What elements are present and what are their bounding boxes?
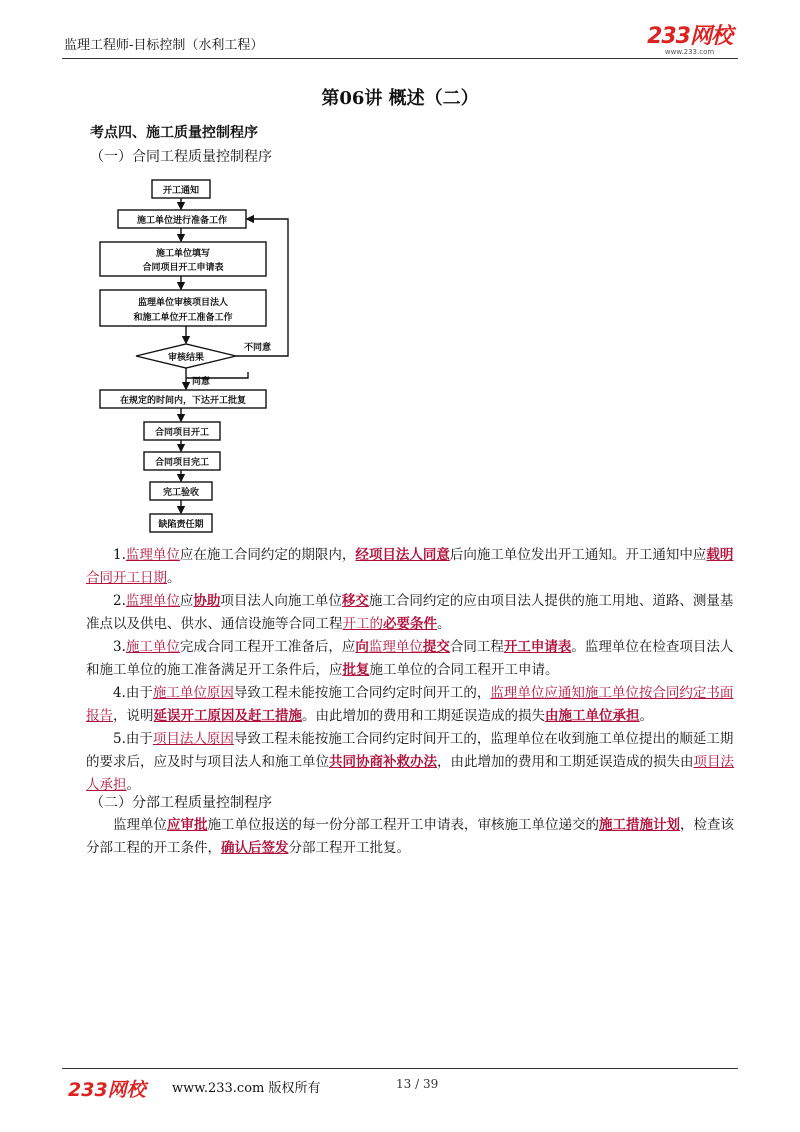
keyword: 项目法人原因 [152,731,234,747]
logo-url: www.233.com [664,48,715,56]
brand-logo [647,26,732,56]
page-footer [62,1068,738,1101]
paragraph-6: 监理单位应审批施工单位报送的每一份分部工程开工申请表，审核施工单位递交的施工措施计划，检查该分部工程的开工条件，确认后签发分部工程开工批复。 [86,817,734,856]
keyword: 协助 [193,593,221,609]
flow-text-apply-2: 合同项目开工申请表 [142,263,224,273]
keyword: 开工申请表 [503,639,572,655]
keyword: 开工的 [342,616,383,632]
keyword: 施工单位 [125,639,180,655]
flow-text-approval: 在规定的时间内，下达开工批复 [119,396,247,406]
keyword: 载明 [706,547,734,563]
keyword: 应审批 [167,817,208,833]
flow-label-disagree: 不同意 [244,343,272,353]
flow-text-acceptance: 完工验收 [162,488,200,498]
keyword: 共同协商补救办法 [329,754,437,770]
subsection-title-2: （二）分部工程质量控制程序 [90,795,272,811]
flow-text-apply-1: 施工单位填写 [155,249,211,259]
flowchart [88,172,308,540]
keyword: 提交 [422,639,450,655]
paragraph-4: 4.由于施工单位原因导致工程未能按施工合同约定时间开工的，监理单位应通知施工单位按合同约定书面报告，说明延误开工原因及赶工措施。由此增加的费用和工期延误造成的损失由施工单位承担。 [86,685,734,724]
keyword: 移交 [341,593,369,609]
flow-text-prepare: 施工单位进行准备工作 [136,216,228,226]
footer-copyright: www.233.com 版权所有 [172,1081,321,1096]
flow-text-contract-start: 合同项目开工 [154,428,210,438]
keyword: 必要条件 [383,616,437,632]
keyword: 项目法人承担 [86,754,734,793]
page-number: 13 / 39 [396,1077,439,1091]
keyword: 合同开工日期 [86,570,167,586]
keyword: 批复 [342,662,370,678]
page-header [62,24,738,59]
keyword: 延误开工原因及赶工措施 [153,708,302,724]
flow-label-agree: 同意 [192,377,211,387]
flow-text-decision: 审核结果 [167,353,205,363]
keyword: 经项目法人同意 [355,547,450,563]
document-title: 第06讲 概述（二） [321,88,479,109]
keyword: 监理单位应通知施工单位按合同约定书面报告 [86,685,734,724]
footer-logo: 233网校 [68,1079,146,1101]
keyword: 监理单位 [125,547,180,563]
paragraph-5: 5.由于项目法人原因导致工程未能按施工合同约定时间开工的，监理单位在收到施工单位提出的顺延工期的要求后，应及时与项目法人和施工单位共同协商补救办法，由此增加的费用和工期延误造成的损失由项目法人承担。 [86,731,734,793]
flow-text-start-notice: 开工通知 [162,186,200,196]
paragraph-1: 1.监理单位应在施工合同约定的期限内，经项目法人同意后向施工单位发出开工通知。开工通知中应载明合同开工日期。 [86,547,734,586]
keyword: 确认后签发 [221,840,289,856]
keyword: 向 [355,639,369,655]
header-title: 监理工程师-目标控制（水利工程） [64,38,264,53]
keyword: 监理单位 [125,593,180,609]
logo-text: 233网校 [647,24,732,49]
flow-text-contract-complete: 合同项目完工 [154,458,210,468]
keyword: 由施工单位承担 [545,708,640,724]
section-title: 考点四、施工质量控制程序 [90,125,258,141]
flow-text-review-1: 监理单位审核项目法人 [137,298,229,308]
keyword: 监理单位 [368,639,423,655]
paragraph-2: 2.监理单位应协助项目法人向施工单位移交施工合同约定的应由项目法人提供的施工用地、道路、测量基准点以及供电、供水、通信设施等合同工程开工的必要条件。 [86,593,734,632]
paragraph-3: 3.施工单位完成合同工程开工准备后，应向监理单位提交合同工程开工申请表。监理单位在检查项目法人和施工单位的施工准备满足开工条件后，应批复施工单位的合同工程开工申请。 [86,639,734,678]
subsection-title-1: （一）合同工程质量控制程序 [90,149,272,165]
flow-text-review-2: 和施工单位开工准备工作 [133,313,233,323]
keyword: 施工措施计划 [599,817,680,833]
keyword: 施工单位原因 [152,685,234,701]
flow-text-defects-period: 缺陷责任期 [158,520,204,530]
